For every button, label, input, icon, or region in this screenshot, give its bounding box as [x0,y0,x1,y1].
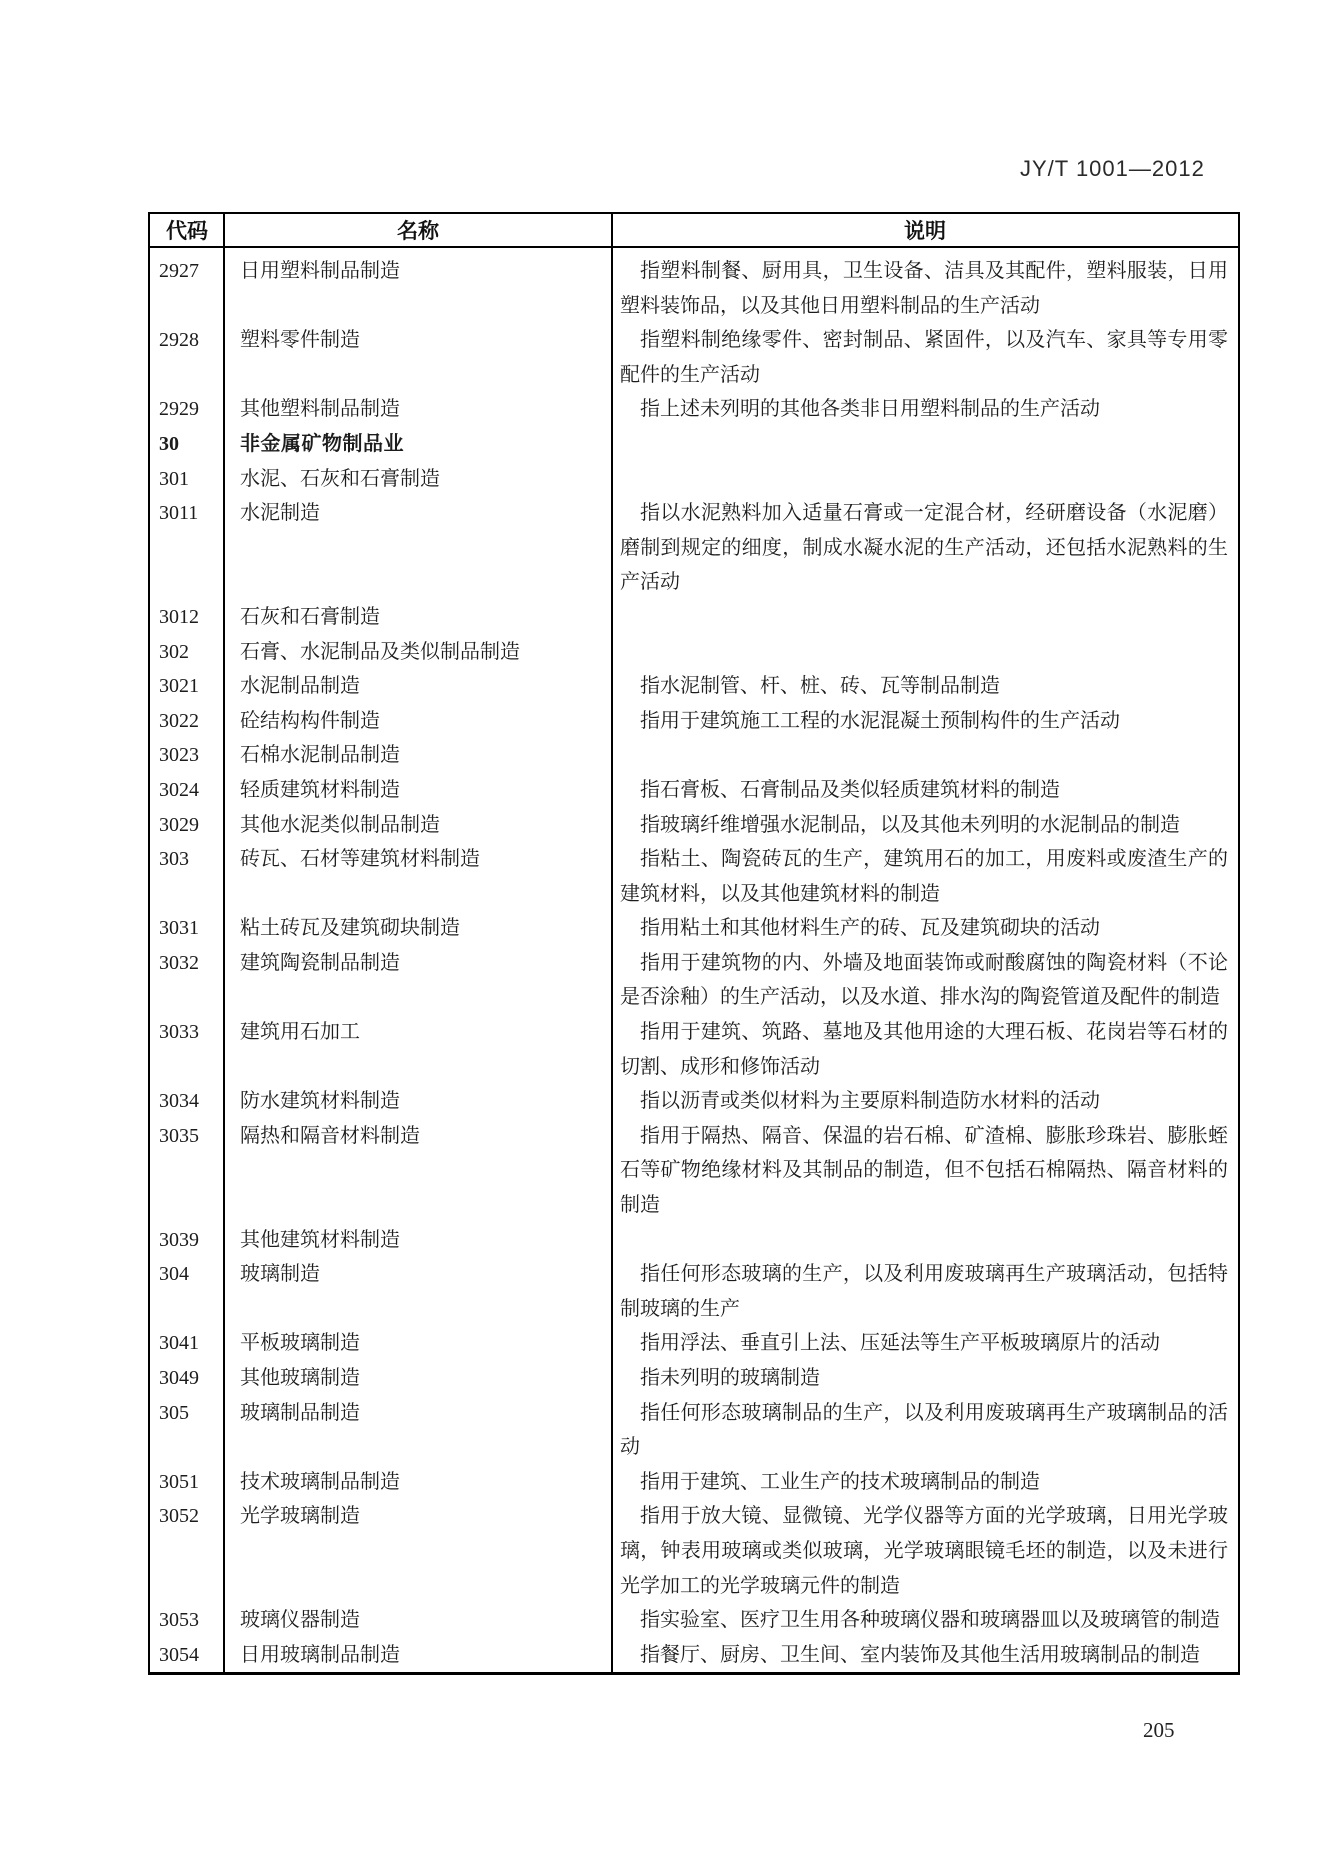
desc-cell: 指用于建筑施工工程的水泥混凝土预制构件的生产活动 [640,709,1120,732]
table-row [150,496,1238,600]
desc-cell: 指以水泥熟料加入适量石膏或一定混合材，经研磨设备（水泥磨）磨制到规定的细度，制成水凝水泥的生产活动，还包括水泥熟料的生产活动 [620,502,1228,594]
table-inner [150,214,1238,1672]
name-cell: 水泥、石灰和石膏制造 [240,467,440,490]
table-row [150,1326,1238,1361]
name-cell: 其他塑料制品制造 [240,398,400,421]
table-row [150,600,1238,635]
desc-cell: 指以沥青或类似材料为主要原料制造防水材料的活动 [640,1090,1100,1113]
name-cell: 石灰和石膏制造 [240,605,380,628]
desc-cell: 指未列明的玻璃制造 [640,1367,820,1389]
header-name: 名称 [397,220,439,243]
table-row [150,1465,1238,1500]
code-cell: 3031 [159,917,199,940]
table-row [150,1223,1238,1258]
name-cell: 隔热和隔音材料制造 [240,1124,420,1147]
table-row [150,392,1238,427]
name-cell: 其他玻璃制造 [240,1367,360,1389]
table-row [150,1084,1238,1119]
desc-cell [612,738,1238,773]
table-row [150,1603,1238,1638]
desc-cell: 指餐厅、厨房、卫生间、室内装饰及其他生活用玻璃制品的制造 [640,1643,1200,1666]
name-cell: 日用塑料制品制造 [240,260,400,282]
code-cell: 3049 [159,1367,199,1389]
name-cell: 轻质建筑材料制造 [240,778,400,801]
desc-cell [612,635,1238,670]
code-cell: 3034 [159,1090,199,1113]
table-row [150,1119,1238,1223]
name-cell: 其他水泥类似制品制造 [240,813,440,836]
name-cell: 建筑用石加工 [240,1021,360,1044]
code-cell: 2929 [159,398,199,421]
table-row [150,669,1238,704]
name-cell: 石膏、水泥制品及类似制品制造 [240,640,520,663]
name-cell: 技术玻璃制品制造 [240,1470,400,1493]
desc-cell: 指粘土、陶瓷砖瓦的生产，建筑用石的加工，用废料或废渣生产的建筑材料，以及其他建筑材料的制造 [620,848,1228,905]
code-cell: 3023 [159,744,199,767]
desc-cell: 指塑料制餐、厨用具，卫生设备、洁具及其配件，塑料服装，日用塑料装饰品，以及其他日用塑料制品的生产活动 [620,260,1228,317]
table-row [150,254,1238,323]
desc-cell: 指上述未列明的其他各类非日用塑料制品的生产活动 [640,398,1100,421]
name-cell: 粘土砖瓦及建筑砌块制造 [240,917,460,940]
desc-cell: 指用于建筑、筑路、墓地及其他用途的大理石板、花岗岩等石材的切割、成形和修饰活动 [620,1021,1228,1078]
desc-cell: 指用于建筑、工业生产的技术玻璃制品的制造 [640,1470,1040,1493]
code-cell: 2928 [159,329,199,352]
code-cell: 3021 [159,675,199,698]
code-cell: 3032 [159,951,199,974]
table-row [150,1257,1238,1326]
code-cell: 30 [159,432,179,455]
name-cell: 塑料零件制造 [240,329,360,352]
table-row [150,635,1238,670]
desc-cell: 指塑料制绝缘零件、密封制品、紧固件，以及汽车、家具等专用零配件的生产活动 [620,329,1228,386]
table-row [150,1396,1238,1465]
name-cell: 建筑陶瓷制品制造 [240,951,400,974]
name-cell: 玻璃制造 [240,1263,320,1286]
name-cell: 水泥制品制造 [240,675,360,698]
code-cell: 3039 [159,1228,199,1251]
table-row [150,323,1238,392]
desc-cell: 指用浮法、垂直引上法、压延法等生产平板玻璃原片的活动 [640,1332,1160,1355]
desc-cell: 指实验室、医疗卫生用各种玻璃仪器和玻璃器皿以及玻璃管的制造 [640,1609,1220,1632]
desc-cell: 指用粘土和其他材料生产的砖、瓦及建筑砌块的活动 [640,917,1100,940]
desc-cell [612,427,1238,462]
code-cell: 3053 [159,1609,199,1632]
name-cell: 防水建筑材料制造 [240,1090,400,1113]
code-cell: 3052 [159,1505,199,1528]
header-code: 代码 [166,220,208,243]
name-cell: 平板玻璃制造 [240,1332,360,1355]
name-cell: 砖瓦、石材等建筑材料制造 [240,848,480,871]
name-cell: 水泥制造 [240,502,320,525]
table-row [150,911,1238,946]
table-row [150,1361,1238,1396]
desc-cell [612,1223,1238,1258]
desc-cell [612,600,1238,635]
code-cell: 3012 [159,605,199,628]
name-cell: 石棉水泥制品制造 [240,744,400,767]
classification-table [148,212,1240,1675]
name-cell: 光学玻璃制造 [240,1505,360,1528]
column-divider-2 [611,214,613,1672]
code-cell: 305 [159,1401,189,1424]
code-cell: 3041 [159,1332,199,1355]
name-cell: 日用玻璃制品制造 [240,1643,400,1666]
name-cell: 砼结构构件制造 [240,709,380,732]
desc-cell: 指用于建筑物的内、外墙及地面装饰或耐酸腐蚀的陶瓷材料（不论是否涂釉）的生产活动，以及水道、排水沟的陶瓷管道及配件的制造 [620,951,1228,1009]
name-cell: 玻璃仪器制造 [240,1609,360,1632]
code-cell: 3022 [159,709,199,732]
table-row [150,1638,1238,1673]
table-body [150,248,1238,1672]
name-cell: 非金属矿物制品业 [240,432,404,455]
desc-cell: 指任何形态玻璃制品的生产，以及利用废玻璃再生产玻璃制品的活动 [620,1401,1228,1459]
code-cell: 3011 [159,502,199,525]
code-cell: 301 [159,467,189,490]
table-row [150,842,1238,911]
code-cell: 2927 [159,260,199,282]
name-cell: 其他建筑材料制造 [240,1228,400,1251]
desc-cell: 指任何形态玻璃的生产，以及利用废玻璃再生产玻璃活动，包括特制玻璃的生产 [620,1263,1228,1320]
table-row [150,427,1238,462]
code-cell: 3029 [159,813,199,836]
table-row [150,462,1238,497]
table-row [150,738,1238,773]
column-divider-1 [223,214,225,1672]
code-cell: 3024 [159,778,199,801]
code-cell: 3035 [159,1124,199,1147]
standard-number: JY/T 1001—2012 [1020,156,1205,181]
desc-cell: 指水泥制管、杆、桩、砖、瓦等制品制造 [640,675,1000,698]
table-header-row [150,214,1238,248]
page-number: 205 [1143,1718,1175,1742]
table-row [150,1015,1238,1084]
name-cell: 玻璃制品制造 [240,1401,360,1424]
table-row [150,1499,1238,1603]
code-cell: 3051 [159,1470,199,1493]
table-row [150,808,1238,843]
code-cell: 304 [159,1263,189,1286]
code-cell: 302 [159,640,189,663]
code-cell: 3054 [159,1643,199,1666]
desc-cell: 指用于放大镜、显微镜、光学仪器等方面的光学玻璃，日用光学玻璃，钟表用玻璃或类似玻璃，光学玻璃眼镜毛坯的制造，以及未进行光学加工的光学玻璃元件的制造 [620,1505,1228,1597]
table-row [150,946,1238,1015]
desc-cell: 指玻璃纤维增强水泥制品，以及其他未列明的水泥制品的制造 [640,813,1180,836]
table-row [150,704,1238,739]
desc-cell: 指石膏板、石膏制品及类似轻质建筑材料的制造 [640,778,1060,801]
desc-cell: 指用于隔热、隔音、保温的岩石棉、矿渣棉、膨胀珍珠岩、膨胀蛭石等矿物绝缘材料及其制品的制造，但不包括石棉隔热、隔音材料的制造 [620,1124,1228,1217]
code-cell: 3033 [159,1021,199,1044]
code-cell: 303 [159,848,189,871]
table-row [150,773,1238,808]
header-description: 说明 [904,220,946,243]
desc-cell [612,462,1238,497]
